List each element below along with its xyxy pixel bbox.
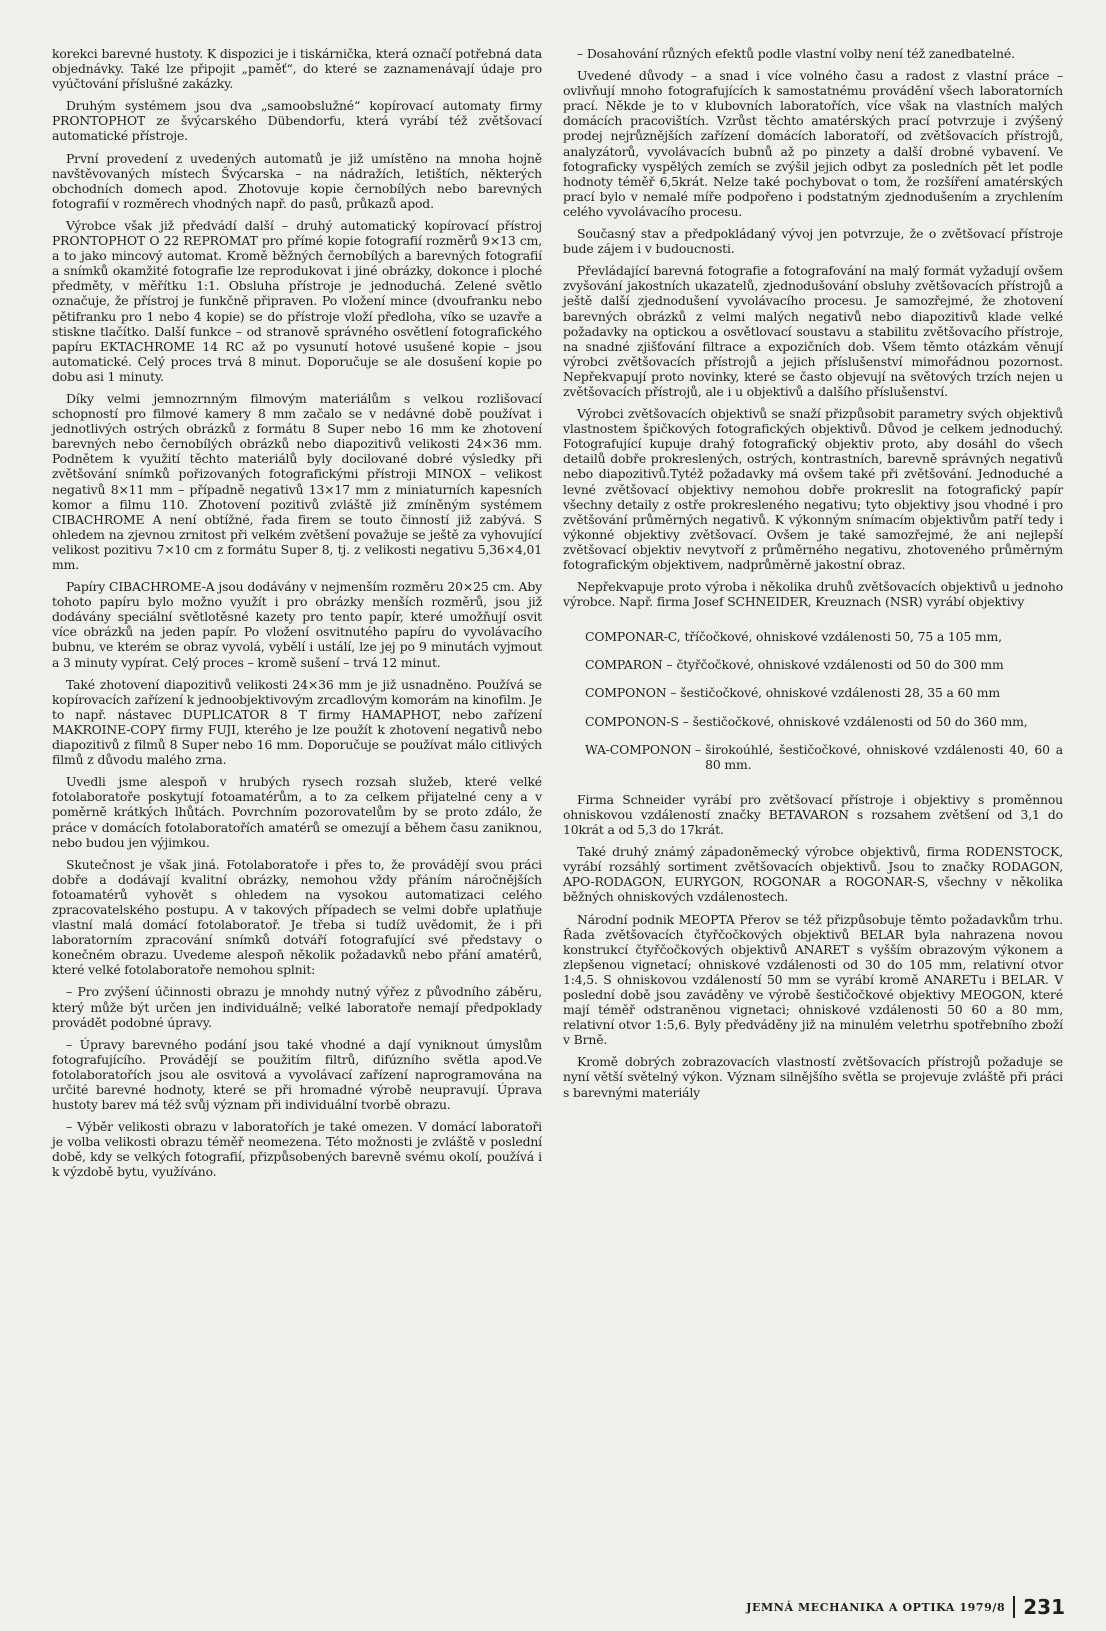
page-number: 231	[1023, 1595, 1065, 1619]
lens-name: COMPONAR-C,	[585, 629, 681, 645]
paragraph: Výrobce však již předvádí další – druhý automatický kopírovací přístroj PRONTOPHOT O 22 REPROMAT pro přímé kopie fotografií rozměrů 9×13 cm, a to jako mincový automat. Kromě běžných černobílých a barevných fotografií a snímků okamžité fotografie lze reprodukovat i jiné obrázky, dokonce i ploché předměty, v měřítku 1:1. Obsluha přístroje je jednoduchá. Zelené světlo označuje, že přístroj je funkčně připraven. Po vložení mince (dvoufranku nebo pětifranku pro 1 nebo 4 kopie) se do přístroje vloží předloha, víko se uzavře a stiskne tlačítko. Další funkce – od stranově správného osvětlení fotografického papíru EKTACHROME 14 RC až po vysunutí hotové usušené kopie – jsou automatické. Celý proces trvá 8 minut. Doporučuje se ale dosušení kopie po dobu asi 1 minuty.	[52, 217, 542, 384]
paragraph: Firma Schneider vyrábí pro zvětšovací přístroje i objektivy s proměnnou ohniskovou vzdáleností značky BETAVARON s rozsahem zvětšení od 3,1 do 10krát a od 5,3 do 17krát.	[563, 791, 1063, 838]
lens-item	[585, 714, 1063, 729]
footer-divider	[1013, 1596, 1015, 1618]
journal-title: JEMNÁ MECHANIKA A OPTIKA 1979/8	[746, 1600, 1006, 1614]
paragraph: Také druhý známý západoněmecký výrobce objektivů, firma RODENSTOCK, vyrábí rozsáhlý sortiment zvětšovacích objektivů. Jsou to značky RODAGON, APO-RODAGON, EURYGON, ROGONAR a ROGONAR-S, všechny v několika běžných ohniskových vzdálenostech.	[563, 844, 1063, 905]
paragraph: Kromě dobrých zobrazovacích vlastností zvětšovacích přístrojů požaduje se nyní větší světelný výkon. Význam silnějšího světla se projevuje zvláště při práci s barevnými materiály	[563, 1054, 1063, 1100]
lens-description: tříčočkové, ohniskové vzdálenosti 50, 75 a 105 mm,	[684, 629, 1002, 645]
paragraph: Nepřekvapuje proto výroba i několika druhů zvětšovacích objektivů u jednoho výrobce. Např. firma Josef SCHNEIDER, Kreuznach (NSR) vyrábí objektivy	[563, 579, 1063, 610]
paragraph: korekci barevné hustoty. K dispozici je i tiskárnička, která označí potřebná data objednávky. Také lze připojit „paměť“, do které se zaznamenávají údaje pro vyúčtování příslušné zakázky.	[52, 46, 542, 92]
lens-item	[585, 629, 1063, 644]
paragraph: – Úpravy barevného podání jsou také vhodné a dají vyniknout úmyslům fotografujícího. Provádějí se použitím filtrů, difúzního světla apod.Ve fotolaboratořích jsou ale osvitová a vyvolávací zařízení naprogramována na určité barevné hodnoty, které se při hromadné výrobě neupravují. Úprava hustoty barev má též svůj význam při individuální tvorbě obrazu.	[52, 1036, 542, 1113]
paragraph: – Pro zvýšení účinnosti obrazu je mnohdy nutný výřez z původního záběru, který může být určen jen individuálně; velké laboratoře nemají předpoklady provádět podobné úpravy.	[52, 984, 542, 1030]
left-column	[52, 46, 542, 1187]
paragraph: Druhým systémem jsou dva „samoobslužné“ kopírovací automaty firmy PRONTOPHOT ze švýcarského Dübendorfu, která vyrábí též zvětšovací automatické přístroje.	[52, 98, 542, 144]
paragraph: – Dosahování různých efektů podle vlastní volby není též zanedbatelné.	[577, 46, 1015, 61]
lens-list	[585, 629, 1063, 772]
right-column	[563, 46, 1063, 1107]
paragraph: Papíry CIBACHROME-A jsou dodávány v nejmenším rozměru 20×25 cm. Aby tohoto papíru bylo možno využít i pro obrázky menších rozměrů, jsou již dodávány speciální světlotěsné kazety pro tento papír, které umožňují osvit více obrázků na jeden papír. Po vložení osvitnutého papíru do vyvolávacího bubnu, ve kterém se obraz vyvolá, vybělí i ustálí, lze jej po 9 minutách vyjmout a 3 minuty vypírat. Celý proces – kromě sušení – trvá 12 minut.	[52, 579, 542, 670]
paragraph: Výrobci zvětšovacích objektivů se snaží přizpůsobit parametry svých objektivů vlastnostem špičkových fotografických objektivů. Důvod je celkem jednoduchý. Fotografující kupuje drahý fotografický objektiv proto, aby dosáhl do všech detailů dobře prokreslených, ostrých, kontrastních, barevně správných negativů nebo diapozitivů.Tytéž požadavky má ovšem také při zvětšování. Jednoduché a levné zvětšovací objektivy nemohou dobře prokreslit na fotografický papír všechny detaily z ostře prokresleného negativu; tyto objektivy jsou vhodné i pro zvětšování průměrných negativů. K výkonným snímacím objektivům patří tedy i výkonné objektivy zvětšovací. Ovšem je také samozřejmé, že ani nejlepší zvětšovací objektiv nevytvoří z průměrného negativu, zhotoveného průměrným fotografickým objektivem, nadprůměrně jakostní obraz.	[563, 406, 1063, 572]
paragraph: Národní podnik MEOPTA Přerov se též přizpůsobuje těmto požadavkům trhu. Řada zvětšovacích čtyřčočkových objektivů BELAR byla nahrazena novou konstrukcí čtyřčočkových objektivů ANARET s vyšším obrazovým výkonem a zlepšenou vignetací; ohniskové vzdálenosti od 30 do 105 mm, relativní otvor 1:4,5. S ohniskovou vzdáleností 50 mm se vyrábí kromě ANARETu i BELAR. V poslední době jsou zaváděny ve výrobě šestičočkové objektivy MEOGON, které mají téměř odstraněnou vignetaci; ohniskové vzdálenosti 50 60 a 80 mm, relativní otvor 1:5,6. Byly předváděny již na minulém veletrhu spotřebního zboží v Brně.	[563, 911, 1063, 1048]
page-footer	[700, 1595, 1065, 1619]
lens-item	[585, 742, 1063, 772]
lens-description: šestičočkové, ohniskové vzdálenosti 28, 35 a 60 mm	[680, 685, 1000, 701]
lens-description: širokoúhlé, šestičočkové, ohniskové vzdálenosti 40, 60 a 80 mm.	[705, 741, 1063, 772]
paragraph: Také zhotovení diapozitivů velikosti 24×36 mm je již usnadněno. Používá se kopírovacích zařízení k jednoobjektivovým zrcadlovým komorám na kinofilm. Je to např. nástavec DUPLICATOR 8 T firmy HAMAPHOT, nebo zařízení MAKROINE-COPY firmy FUJI, kterého je lze použít k zhotovení negativů nebo diapozitivů z filmů 8 Super nebo 16 mm. Doporučuje se používat málo citlivých filmů z důvodu malého zrna.	[52, 676, 542, 768]
paragraph: Uvedené důvody – a snad i více volného času a radost z vlastní práce – ovlivňují mnoho fotografujících k samostatnému provádění všech laboratorních prací. Někde je to v klubovních laboratořích, více však na vlastních malých domácích pracovištích. Vzrůst těchto amatérských prací potvrzuje i zvýšený prodej nejrůznějších zařízení domácích laboratoří, od zvětšovacích přístrojů, analyzátorů, vyvolávacích bubnů až po pinzety a další drobné vybavení. Ve fotograficky vyspělých zemích se zvýšil jejich odbyt za posledních pět let podle hodnoty téměř 6,5krát. Nelze také pochybovat o tom, že rozšíření amatérských prací bylo v nemalé míře podpořeno i podstatným zjednodušením a zrychlením celého vyvolávacího procesu.	[563, 68, 1063, 219]
lens-name: COMPONON –	[585, 685, 677, 701]
paragraph: První provedení z uvedených automatů je již umístěno na mnoha hojně navštěvovaných místech Švýcarska – na nádražích, letištích, některých obchodních domech apod. Zhotovuje kopie černobílých nebo barevných fotografií v rozměrech vhodných např. do pasů, průkazů apod.	[52, 150, 542, 211]
lens-name: COMPARON –	[585, 657, 673, 673]
lens-item	[585, 657, 1063, 672]
paragraph: Skutečnost je však jiná. Fotolaboratoře i přes to, že provádějí svou práci dobře a dodávají kvalitní obrázky, nemohou vždy přáním náročnějších fotoamatérů vyhovět s ohledem na vysokou automatizaci celého zpracovatelského postupu. A v takových případech se velmi dobře uplatňuje vlastní malá domácí fotolaboratoř. Je třeba si tudíž uvědomit, že i při laboratorním zpracování snímků dotváří fotografující své představy o konečném obrazu. Uvedeme alespoň několik požadavků nebo přání amatérů, které velké fotolaboratoře nemohou splnit:	[52, 856, 542, 978]
lens-description: čtyřčočkové, ohniskové vzdálenosti od 50 do 300 mm	[676, 657, 1004, 673]
lens-item	[585, 685, 1063, 700]
paragraph: Současný stav a předpokládaný vývoj jen potvrzuje, že o zvětšovací přístroje bude zájem i v budoucnosti.	[563, 226, 1063, 257]
lens-name: COMPONON-S –	[585, 713, 689, 729]
paragraph: Uvedli jsme alespoň v hrubých rysech rozsah služeb, které velké fotolaboratoře poskytují fotoamatérům, a to za celkem přijatelné ceny a v poměrně krátkých lhůtách. Povrchním pozorovatelům by se proto zdálo, že práce v domácích fotolaboratořích amatérů se omezují a během času zaniknou, nebo budou jen výjimkou.	[52, 774, 542, 850]
lens-name: WA-COMPONON –	[585, 741, 702, 757]
paragraph: – Výběr velikosti obrazu v laboratořích je také omezen. V domácí laboratoři je volba velikosti obrazu téměř neomezena. Této možnosti je zvláště v poslední době, kdy se velkých fotografií, přizpůsobených barevně svému okolí, používá i k výzdobě bytu, využíváno.	[52, 1119, 542, 1180]
paragraph: Převládající barevná fotografie a fotografování na malý formát vyžadují ovšem zvyšování jakostních ukazatelů, zjednodušování obsluhy zvětšovacích přístrojů a ještě další zjednodušení vyvolávacího procesu. Je samozřejmé, že zhotovení barevných obrázků z velmi malých negativů nebo diapozitivů klade velké požadavky na optickou a osvětlovací soustavu a stabilitu zvětšovacího přístroje, na snadné zjišťování filtrace a expozičních dob. Všem těmto otázkám věnují výrobci zvětšovacích přístrojů a jejich příslušenství mimořádnou pozornost. Nepřekvapují proto novinky, které se často objevují na světových trzích nejen u zvětšovacích přístrojů, ale i u objektivů a dalšího příslušenství.	[563, 263, 1063, 399]
lens-description: šestičočkové, ohniskové vzdálenosti od 50 do 360 mm,	[692, 713, 1028, 729]
paragraph: Díky velmi jemnozrnným filmovým materiálům s velkou rozlišovací schopností pro filmové kamery 8 mm začalo se v nedávné době používat i jednotlivých ostrých obrázků z formátu 8 Super nebo 16 mm ke zhotovení barevných nebo černobílých obrázků nebo diapozitivů velikosti 24×36 mm. Podnětem k využití těchto materiálů byly docilované dobré výsledky při zvětšování snímků pořizovaných fotografickými přístroji MINOX – velikost negativů 8×11 mm – případně negativů 13×17 mm z miniaturních kapesních komor a filmu 110. Zhotovení pozitivů zvláště již zmíněným systémem CIBACHROME A není obtížné, řada firem se touto činností již zabývá. S ohledem na zjevnou zrnitost při velkém zvětšení považuje se ještě za vyhovující velikost pozitivu 7×10 cm z formátu Super 8, tj. z velikosti negativu 5,36×4,01 mm.	[52, 390, 542, 572]
